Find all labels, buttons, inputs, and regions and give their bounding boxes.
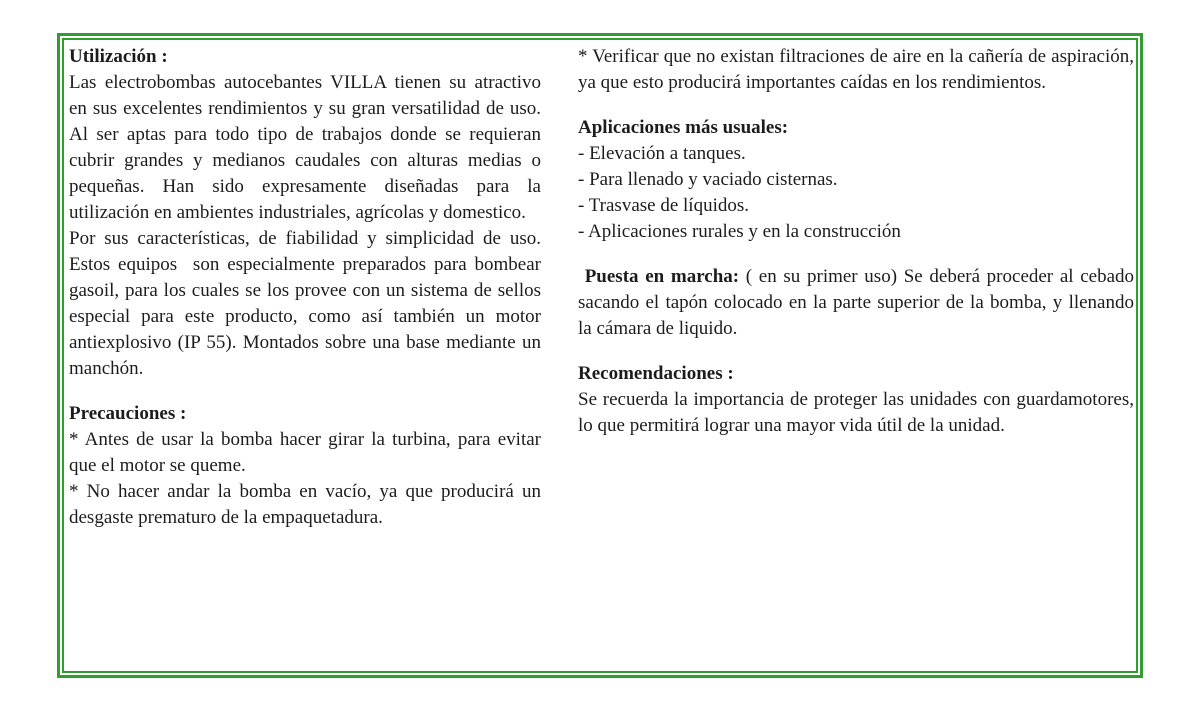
document-frame-inner: [62, 38, 1138, 673]
list-item: - Elevación a tanques.: [578, 143, 746, 164]
section-heading: Recomendaciones :: [578, 363, 734, 384]
paragraph-text: ( en su primer uso) Se deberá proceder al cebado sacando el tapón colocado en la parte superior de la bomba, y llenando la cámara de liquido.: [578, 266, 1139, 339]
section-heading: Utilización :: [69, 46, 168, 67]
section-heading: Precauciones :: [69, 403, 187, 424]
paragraph: Se recuerda la importancia de proteger las unidades con guardamotores, lo que permitirá lograr una mayor vida útil de la unidad.: [578, 389, 1139, 436]
left-column: [69, 44, 546, 531]
inline-heading: Puesta en marcha:: [578, 266, 740, 287]
document-frame: [57, 33, 1143, 678]
list-item: - Trasvase de líquidos.: [578, 195, 749, 216]
paragraph: * Verificar que no existan filtraciones de aire en la cañería de aspiración, ya que esto producirá importantes caídas en los rendimientos.: [578, 46, 1139, 93]
list-item: - Aplicaciones rurales y en la construcción: [578, 221, 901, 242]
paragraph: * Antes de usar la bomba hacer girar la turbina, para evitar que el motor se queme.: [69, 429, 546, 476]
paragraph: [578, 264, 1139, 342]
bullet-list: [578, 141, 1134, 245]
right-column: [578, 44, 1139, 439]
list-item: - Para llenado y vaciado cisternas.: [578, 169, 838, 190]
paragraph: * No hacer andar la bomba en vacío, ya que producirá un desgaste prematuro de la empaquetadura.: [69, 481, 546, 528]
section-heading: Aplicaciones más usuales:: [578, 117, 789, 138]
paragraph: Las electrobombas autocebantes VILLA tienen su atractivo en sus excelentes rendimientos y su gran versatilidad de uso. Al ser aptas para todo tipo de trabajos donde se requieran cubrir grandes y medianos caudales con alturas medias o pequeñas. Han sido expresamente diseñadas para la utilización en ambientes industriales, agrícolas y domestico.: [69, 72, 546, 223]
paragraph: Por sus características, de fiabilidad y simplicidad de uso. Estos equipos son especialmente preparados para bombear gasoil, para los cuales se los provee con un sistema de sellos especial para este producto, como así también un motor antiexplosivo (IP 55). Montados sobre una base mediante un manchón.: [69, 228, 546, 379]
